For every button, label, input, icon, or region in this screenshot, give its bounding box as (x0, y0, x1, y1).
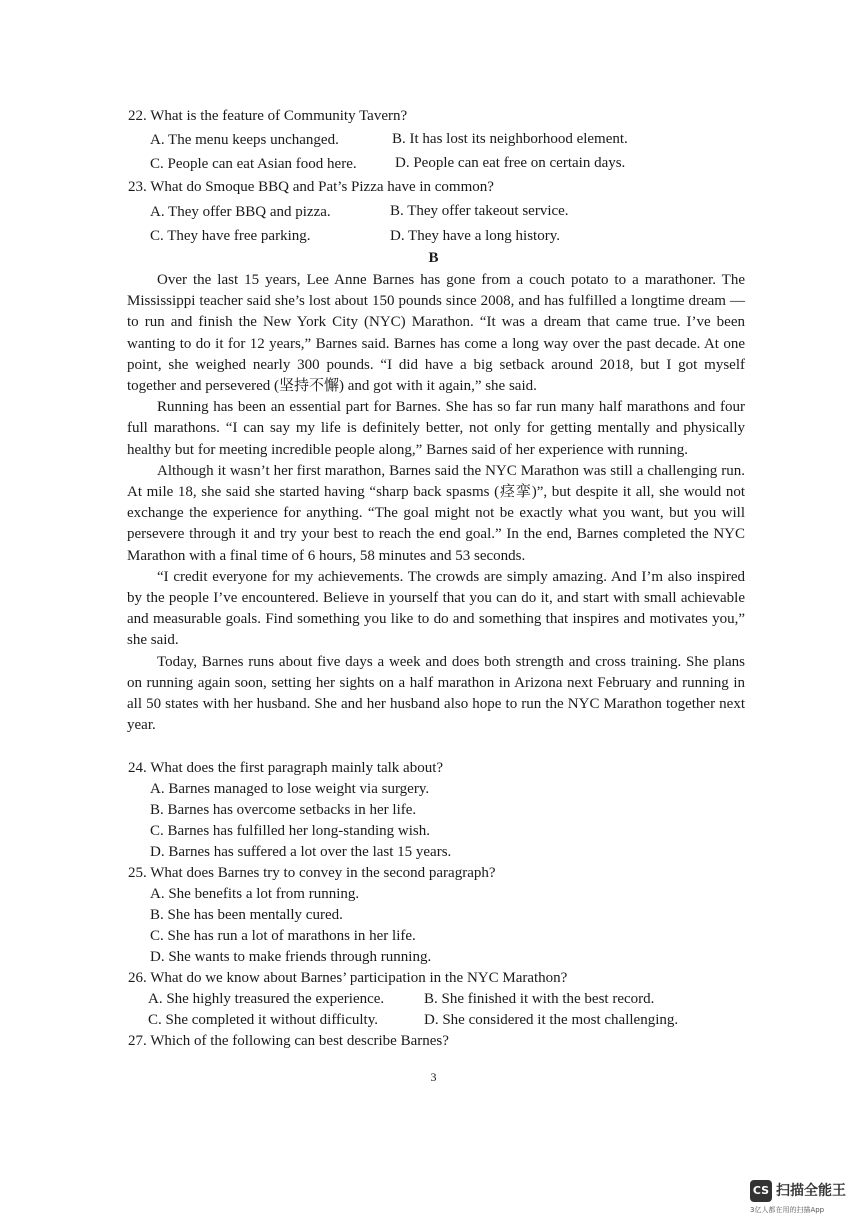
question-24-option-c: C. Barnes has fulfilled her long-standing wish. (150, 823, 430, 839)
watermark-app-name: 扫描全能王 (776, 1183, 846, 1199)
question-24-option-b: B. Barnes has overcome setbacks in her life. (150, 802, 417, 818)
question-26-option-a: A. She highly treasured the experience. (148, 991, 385, 1007)
passage-paragraph-5: Today, Barnes runs about five days a week and does both strength and cross training. She plans on running again soon, setting her sights on a half marathon in Arizona next February and running in all 50 states with her husband. She and her husband also hope to run the NYC Marathon together next year. (127, 653, 745, 734)
question-24-option-a: A. Barnes managed to lose weight via surgery. (150, 781, 430, 797)
question-22-option-b: B. It has lost its neighborhood element. (392, 131, 628, 147)
question-25-option-b: B. She has been mentally cured. (150, 907, 343, 923)
passage-paragraph-4: “I credit everyone for my achievements. The crowds are simply amazing. And I’m also inspired by the people I’ve encountered. Believe in yourself that you can do it, and start with small achievable and measurable goals. Find something you like to do and something that inspires and motivates you,” she said. (127, 568, 745, 649)
question-23-option-b: B. They offer takeout service. (390, 203, 569, 219)
question-23-option-d: D. They have a long history. (390, 228, 560, 244)
question-25-option-a: A. She benefits a lot from running. (150, 886, 360, 902)
question-23-option-c: C. They have free parking. (150, 228, 311, 244)
scanner-watermark (750, 1180, 860, 1220)
question-25-option-c: C. She has run a lot of marathons in her life. (150, 928, 416, 944)
question-26-stem: 26. What do we know about Barnes’ participation in the NYC Marathon? (128, 970, 568, 986)
question-26-option-b: B. She finished it with the best record. (424, 991, 655, 1007)
question-22-option-c: C. People can eat Asian food here. (150, 156, 357, 172)
question-24-option-d: D. Barnes has suffered a lot over the last 15 years. (150, 844, 452, 860)
question-23-stem: 23. What do Smoque BBQ and Pat’s Pizza have in common? (128, 179, 494, 195)
question-24-stem: 24. What does the first paragraph mainly talk about? (128, 760, 444, 776)
passage-paragraph-3: Although it wasn’t her first marathon, Barnes said the NYC Marathon was still a challenging run. At mile 18, she said she started having “sharp back spasms (痉挛)”, but despite it all, she would not exchange the experience for anything. “The goal might not be exactly what you want, but you will persevere through it and try your best to reach the end goal.” In the end, Barnes completed the NYC Marathon with a final time of 6 hours, 58 minutes and 53 seconds. (127, 462, 745, 564)
section-heading: B (428, 250, 439, 266)
question-25-stem: 25. What does Barnes try to convey in the second paragraph? (128, 865, 496, 881)
question-22-option-a: A. The menu keeps unchanged. (150, 132, 339, 148)
watermark-tagline: 3亿人都在用的扫描App (750, 1206, 825, 1214)
passage-paragraph-2: Running has been an essential part for Barnes. She has so far run many half marathons and four full marathons. “I can say my life is definitely better, not only for getting mentally and physically healthy but for meeting incredible people along,” Barnes said of her experience with running. (127, 399, 745, 458)
question-22-stem: 22. What is the feature of Community Tavern? (128, 108, 408, 124)
camscanner-logo-icon: CS (750, 1180, 772, 1202)
question-26-option-c: C. She completed it without difficulty. (148, 1012, 378, 1028)
question-22-option-d: D. People can eat free on certain days. (395, 155, 626, 171)
question-23-option-a: A. They offer BBQ and pizza. (150, 204, 331, 220)
page-number: 3 (430, 1070, 437, 1084)
passage-paragraph-1: Over the last 15 years, Lee Anne Barnes has gone from a couch potato to a marathoner. The Mississippi teacher said she’s lost about 150 pounds since 2008, and has fulfilled a longtime dream — to run and finish the New York City (NYC) Marathon. “It was a dream that came true. I’ve been wanting to do it for 12 years,” Barnes said. Barnes has come a long way over the past decade. At one point, she weighed nearly 300 pounds. “I did have a big setback around 2018, but I got myself together and persevered (坚持不懈) and got with it again,” she said. (127, 272, 745, 395)
question-27-stem: 27. Which of the following can best describe Barnes? (128, 1033, 449, 1049)
question-26-option-d: D. She considered it the most challenging. (424, 1012, 679, 1028)
question-25-option-d: D. She wants to make friends through running. (150, 949, 432, 965)
reading-passage (127, 270, 745, 736)
